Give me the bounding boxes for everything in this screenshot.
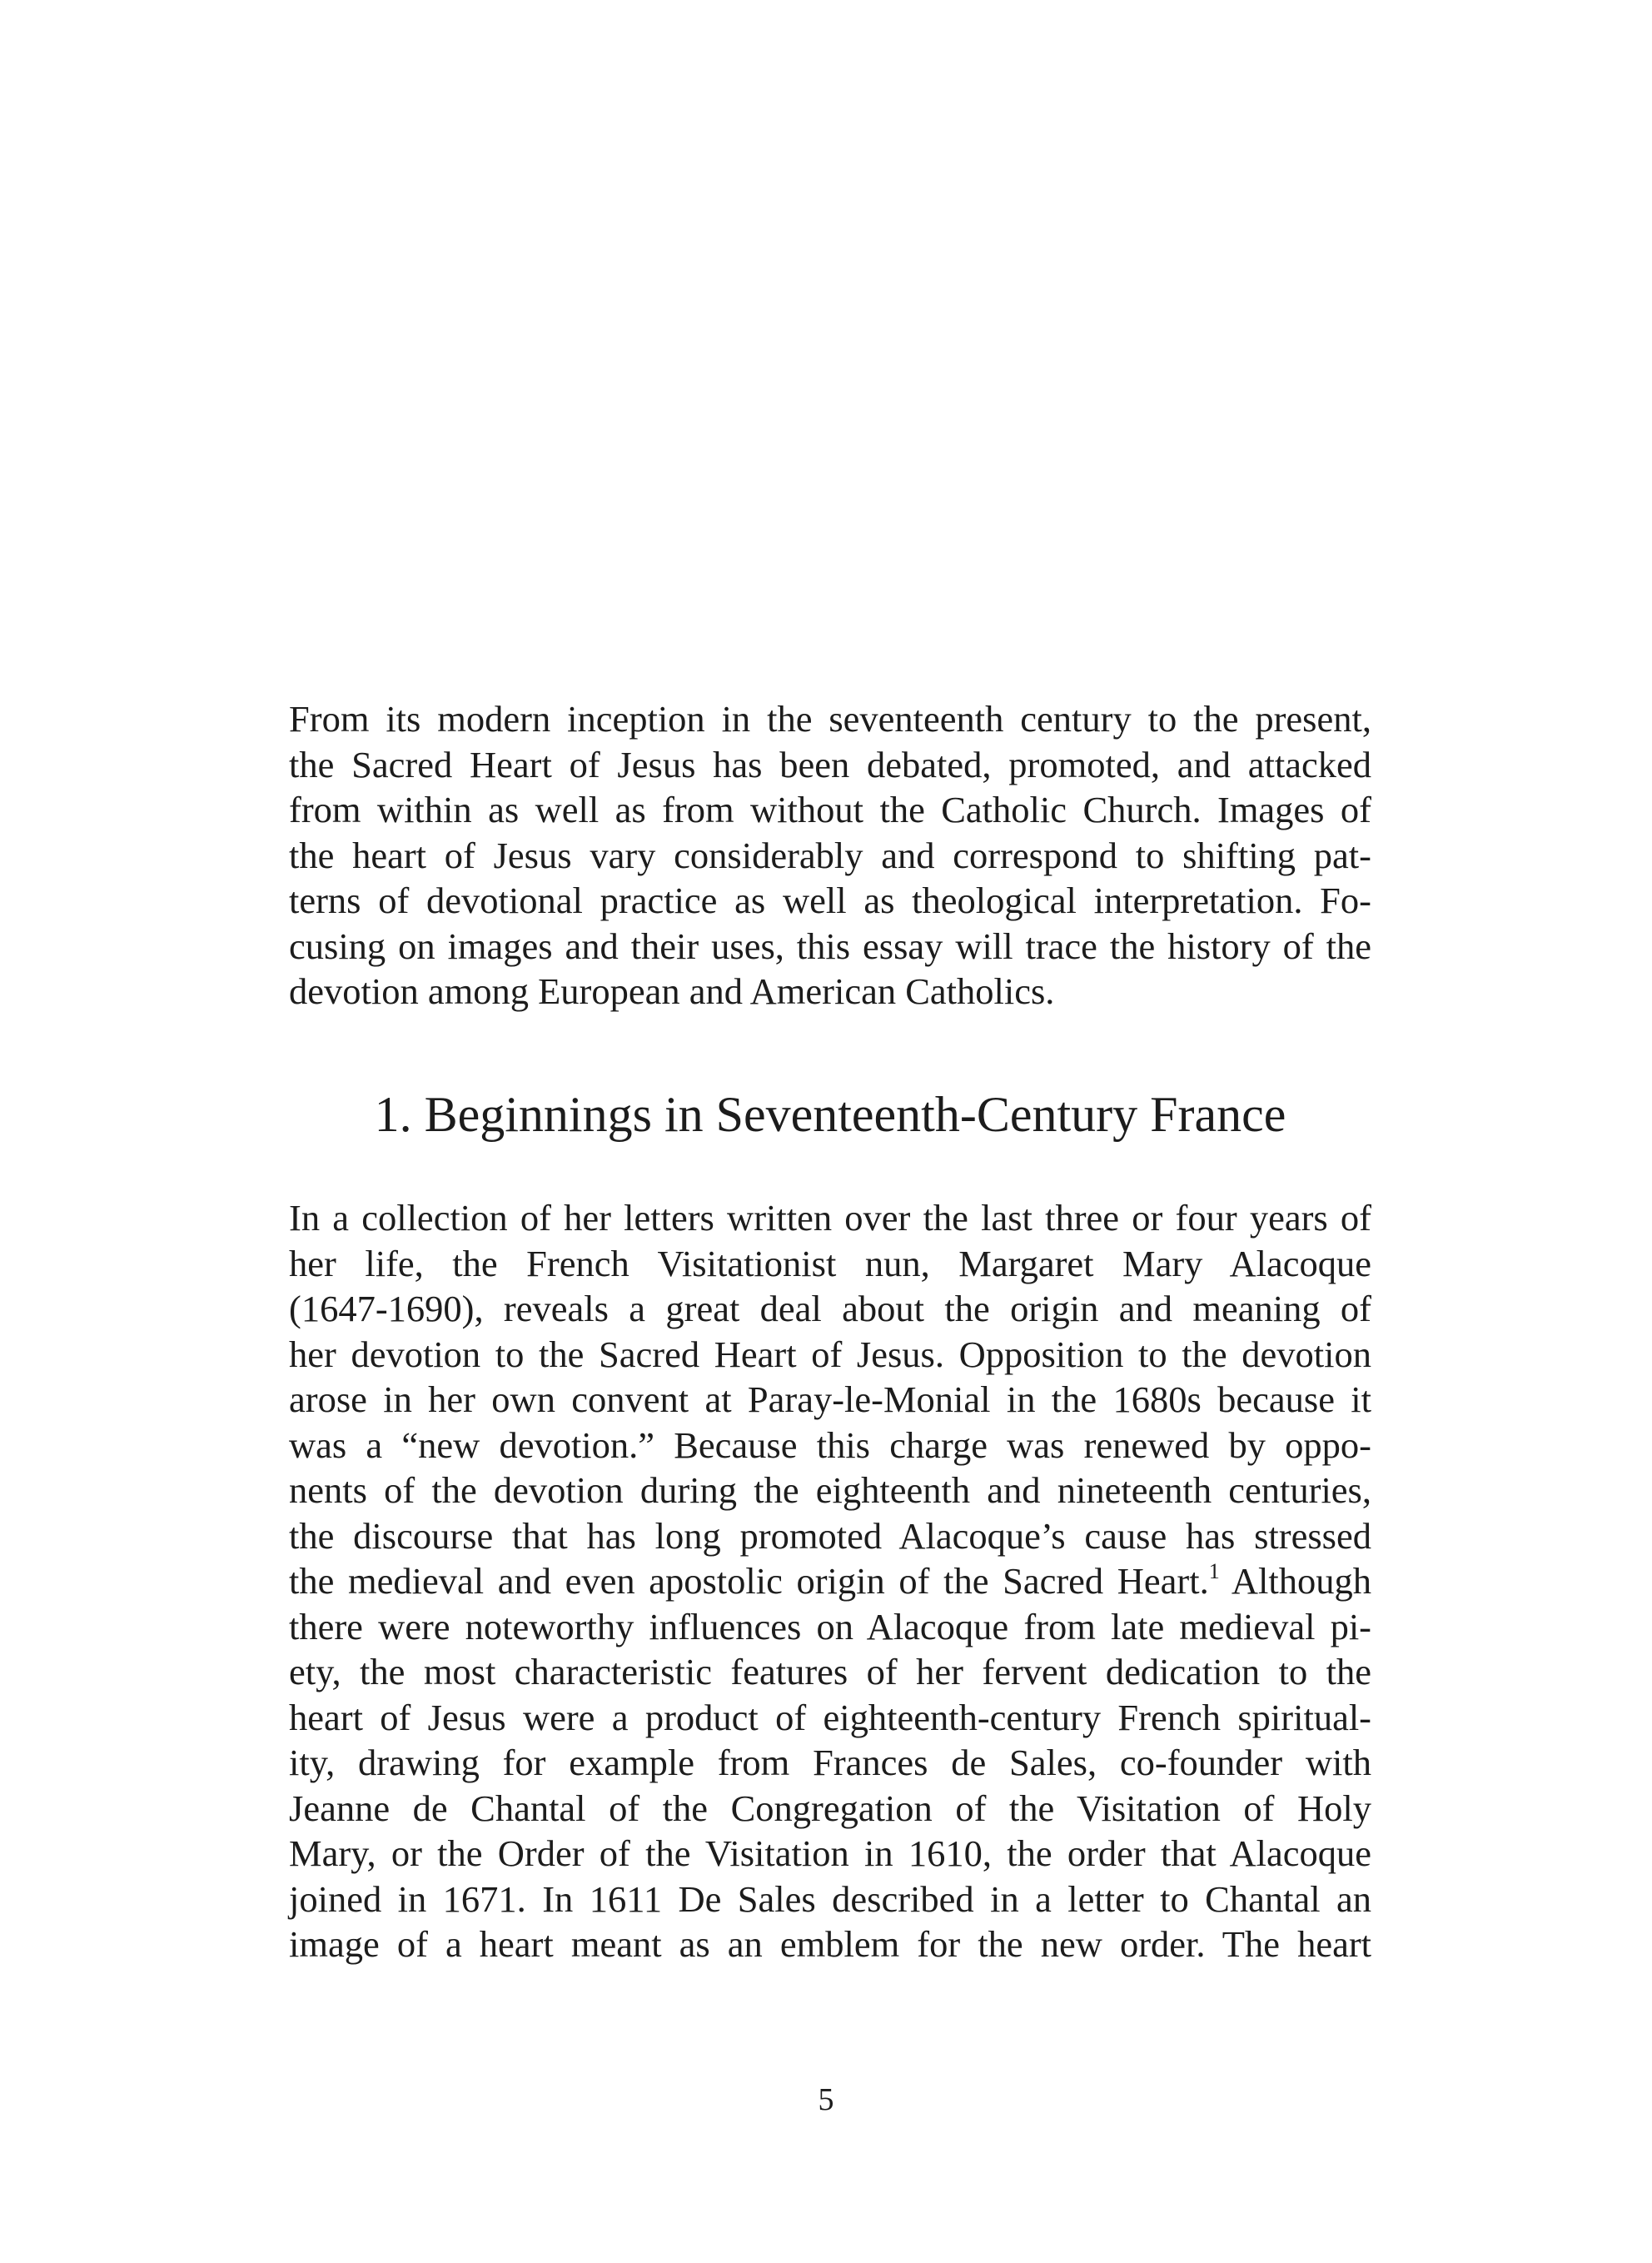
text-line: the Sacred Heart of Jesus has been debated, promoted, and attacked <box>289 743 1371 785</box>
text-line: Mary, or the Order of the Visitation in 1610, the order that Alacoque <box>289 1832 1371 1874</box>
text-line: ity, drawing for example from Frances de Sales, co-founder with <box>289 1742 1371 1783</box>
section-heading: 1. Beginnings in Seventeenth-Century France <box>374 1087 1286 1142</box>
text-line: ety, the most characteristic features of her fervent dedication to the <box>289 1651 1371 1692</box>
intro-paragraph <box>289 696 1371 1014</box>
footnote-marker[interactable]: 1 <box>1208 1559 1220 1583</box>
text-line: (1647-1690), reveals a great deal about the origin and meaning of <box>289 1288 1371 1329</box>
text-line: arose in her own convent at Paray-le-Monial in the 1680s because it <box>289 1378 1371 1420</box>
text-line: the discourse that has long promoted Alacoque’s cause has stressed <box>289 1514 1371 1557</box>
text-line: image of a heart meant as an emblem for the new order. The heart <box>289 1923 1371 1965</box>
text-line-with-footnote <box>289 1558 1371 1604</box>
text-line: was a “new devotion.” Because this charge was renewed by oppo- <box>289 1423 1371 1466</box>
text-line: there were noteworthy influences on Alacoque from late medieval pi- <box>289 1605 1371 1647</box>
body-paragraph <box>289 1195 1371 1967</box>
text-line: terns of devotional practice as well as theological interpretation. Fo- <box>289 880 1371 921</box>
text-line: nents of the devotion during the eighteenth and nineteenth centuries, <box>289 1469 1371 1511</box>
text-segment: the medieval and even apostolic origin of the Sacred Heart. <box>289 1560 1209 1602</box>
text-segment: Although <box>1231 1560 1371 1602</box>
text-line: the heart of Jesus vary considerably and correspond to shifting pat- <box>289 834 1371 876</box>
text-line: joined in 1671. In 1611 De Sales described in a letter to Chantal an <box>289 1877 1371 1920</box>
text-line: Jeanne de Chantal of the Congregation of the Visitation of Holy <box>289 1787 1371 1829</box>
text-line: From its modern inception in the seventeenth century to the present, <box>289 698 1371 740</box>
page-number: 5 <box>818 2082 834 2117</box>
text-line: cusing on images and their uses, this essay will trace the history of the <box>289 925 1371 967</box>
text-line: In a collection of her letters written over the last three or four years of <box>289 1197 1371 1239</box>
text-line: her life, the French Visitationist nun, Margaret Mary Alacoque <box>289 1242 1371 1284</box>
text-line: from within as well as from without the Catholic Church. Images of <box>289 789 1371 830</box>
text-line: her devotion to the Sacred Heart of Jesus. Opposition to the devotion <box>289 1333 1371 1375</box>
text-line: heart of Jesus were a product of eighteenth-century French spiritual- <box>289 1696 1371 1738</box>
text-line: devotion among European and American Catholics. <box>289 970 1055 1012</box>
